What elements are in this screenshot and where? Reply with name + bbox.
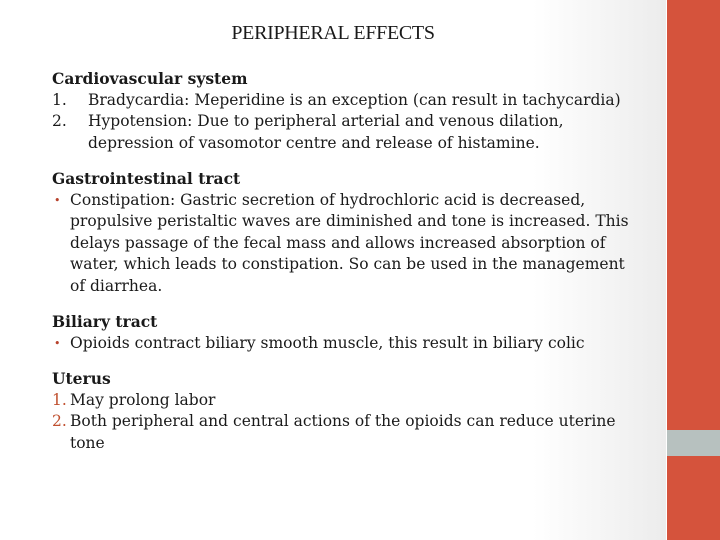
list-item [52,90,642,112]
section-heading: Gastrointestinal tract [52,169,241,188]
list-number: 2. [52,112,67,130]
accent-bar-middle [667,430,720,456]
list-number: 1. [52,90,67,109]
section-gastrointestinal [52,168,642,297]
bullet-icon: • [54,336,61,350]
list-item [52,111,642,154]
list-item-text: Both peripheral and central actions of the opioids can reduce uterine tone [70,412,616,452]
list-item-text: Bradycardia: Meperidine is an exception (can result in tachycardia) [88,90,621,109]
accent-bar-top [667,0,720,430]
list-number: 1. [52,390,67,409]
section-heading: Uterus [52,369,111,388]
section-cardiovascular [52,68,642,154]
list-item [52,390,642,412]
list-item-text: May prolong labor [70,390,216,409]
list-item [52,190,642,298]
bullet-icon: • [54,193,61,207]
section-biliary [52,311,642,354]
list-number: 2. [52,412,67,430]
list-item [52,411,642,454]
section-heading: Biliary tract [52,312,158,331]
list-item-text: Hypotension: Due to peripheral arterial and venous dilation, depression of vasomotor centre and release of histamine. [88,112,564,152]
section-uterus [52,368,642,454]
accent-bar-bottom [667,456,720,540]
list-item-text: Constipation: Gastric secretion of hydrochloric acid is decreased, propulsive peristaltic waves are diminished and tone is increased. This delays passage of the fecal mass and allows increased absorption of water, which leads to constipation. So can be used in the management of diarrhea. [70,190,629,295]
list-item [52,333,642,355]
list-item-text: Opioids contract biliary smooth muscle, this result in biliary colic [70,333,585,352]
section-heading: Cardiovascular system [52,69,248,88]
slide-content [52,68,642,468]
slide-title: PERIPHERAL EFFECTS [231,22,435,44]
